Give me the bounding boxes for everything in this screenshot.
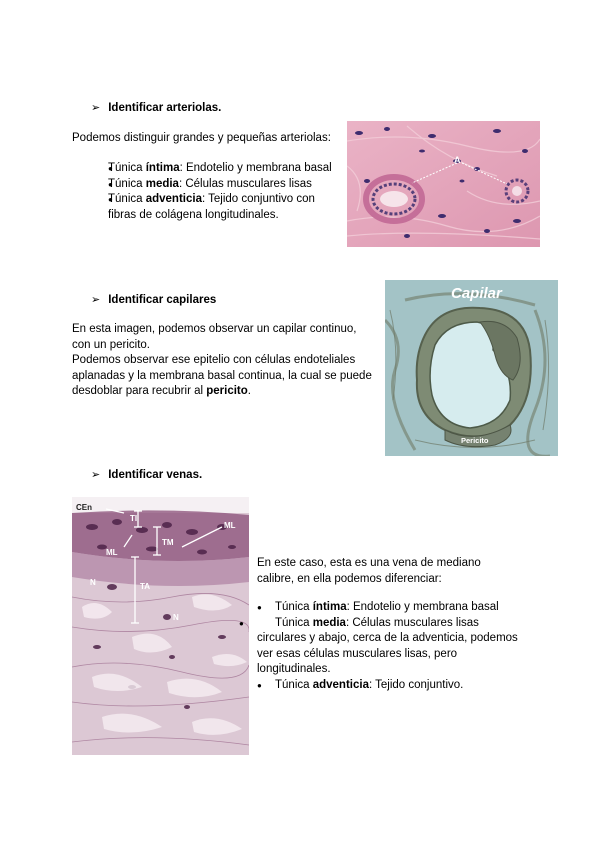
list-item: ● Túnica media: Células musculares lisas circulares y abajo, cerca de la adventicia, podemos ver esas células musculares lisas, pero longitudinales. (239, 616, 518, 675)
bullet-icon: ● (239, 618, 244, 628)
capillary-drawing (385, 280, 558, 456)
bullet-icon: ● (257, 603, 262, 612)
capillary-title: Capilar (451, 285, 502, 302)
vein-micrograph (72, 497, 249, 755)
intro-venas: En este caso, esta es una vena de mediano calibre, en ella podemos diferenciar: (257, 557, 481, 585)
arteriole-micrograph (347, 121, 540, 247)
list-item: ● Túnica adventicia: Tejido conjuntivo con fibras de colágena longitudinales. (90, 192, 345, 223)
vein-label-cen: CEn (76, 503, 92, 512)
vein-label-ta: TA (140, 582, 151, 591)
capilares-para-2: Podemos observar ese epitelio con células endoteliales aplanadas y la membrana basal continua, la cual se puede desdoblar para recubrir al pericito. (72, 354, 372, 397)
arrow-bullet-icon: ➢ (91, 468, 101, 481)
heading-venas: ➢ Identificar venas. (91, 468, 203, 481)
heading-capilares: ➢ Identificar capilares (91, 293, 217, 306)
vein-label-n1: N (90, 578, 96, 587)
list-item: ● Túnica íntima: Endotelio y membrana basal (90, 161, 345, 177)
intro-arteriolas: Podemos distinguir grandes y pequeñas arteriolas: (72, 132, 331, 144)
capillary-micrograph (385, 280, 558, 456)
vein-label-tm: TM (162, 538, 174, 547)
list-arteriolas (90, 161, 345, 223)
arrow-bullet-icon: ➢ (91, 101, 101, 114)
list-venas (239, 600, 527, 693)
vein-drawing (72, 497, 249, 755)
arteriole-drawing (347, 121, 540, 247)
list-item: ● Túnica adventicia: Tejido conjuntivo. (257, 678, 527, 694)
vein-label-ti: TI (130, 514, 138, 523)
capilares-para-1: En esta imagen, podemos observar un capilar continuo, con un pericito. (72, 323, 357, 351)
list-item: ● Túnica media: Células musculares lisas (90, 177, 345, 193)
list-item: ● Túnica íntima: Endotelio y membrana basal (257, 600, 527, 616)
heading-arteriolas: ➢ Identificar arteriolas. (91, 101, 222, 114)
capillary-label-pericito: Pericito (461, 436, 489, 445)
vein-label-n2: N (173, 613, 179, 622)
arteriole-label-a: A (454, 155, 461, 165)
vein-label-ml-left: ML (106, 548, 118, 557)
bullet-icon: ● (257, 680, 262, 690)
capilares-text (72, 322, 372, 400)
arrow-bullet-icon: ➢ (91, 293, 101, 306)
vein-label-ml-right: ML (224, 521, 236, 530)
